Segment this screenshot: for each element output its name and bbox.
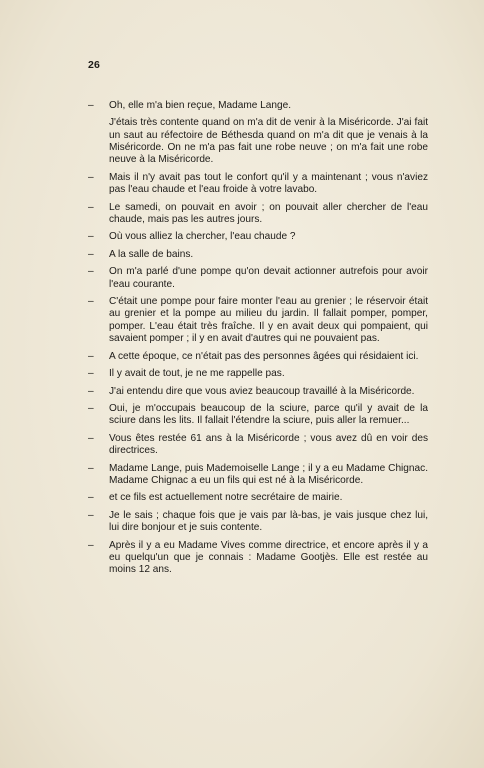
paragraph-text: et ce fils est actuellement notre secrétaire de mairie.	[109, 492, 343, 504]
dialogue-dash: –	[88, 201, 94, 213]
dialogue-paragraph	[88, 100, 428, 112]
paragraph-text: Je le sais ; chaque fois que je vais par là-bas, je vais jusque chez lui, lui dire bonjour et je suis contente.	[109, 509, 428, 534]
dialogue-dash: –	[88, 462, 94, 474]
dialogue-dash: –	[88, 492, 94, 504]
dialogue-paragraph	[88, 249, 428, 261]
dialogue-dash: –	[88, 509, 94, 521]
dialogue-text	[88, 100, 428, 582]
paragraph-text: Oui, je m'occupais beaucoup de la sciure, parce qu'il y avait de la sciure dans les lits. Il fallait l'étendre la sciure, puis aller la remuer...	[109, 403, 428, 427]
paragraph-text: A cette époque, ce n'était pas des personnes âgées qui résidaient ici.	[109, 350, 419, 362]
dialogue-paragraph	[88, 117, 428, 166]
dialogue-paragraph	[88, 386, 428, 398]
dialogue-dash: –	[88, 231, 94, 243]
dialogue-dash: –	[88, 539, 94, 551]
dialogue-paragraph	[88, 296, 428, 345]
dialogue-paragraph	[88, 510, 428, 535]
dialogue-dash: –	[88, 248, 94, 260]
dialogue-paragraph	[88, 368, 428, 380]
dialogue-paragraph	[88, 433, 428, 458]
dialogue-dash: –	[88, 171, 94, 183]
dialogue-dash: –	[88, 266, 94, 278]
paragraph-text: Il y avait de tout, je ne me rappelle pas.	[109, 368, 285, 380]
dialogue-dash: –	[88, 403, 94, 414]
dialogue-dash: –	[88, 100, 94, 111]
paragraph-text: Mais il n'y avait pas tout le confort qu'il y a maintenant ; vous n'aviez pas l'eau chaude et l'eau froide à votre lavabo.	[109, 171, 428, 196]
dialogue-dash: –	[88, 368, 94, 380]
paragraph-text: Oh, elle m'a bien reçue, Madame Lange.	[109, 100, 292, 111]
dialogue-paragraph	[88, 403, 428, 428]
paragraph-text: J'étais très contente quand on m'a dit de venir à la Miséricorde. J'ai fait un saut au réfectoire de Béthesda quand on m'a dit que je venais à la Miséricorde. On ne m'a pas fait une robe neuve ; on m'a fait une robe neuve à la Miséricorde.	[109, 117, 428, 166]
dialogue-dash: –	[88, 432, 94, 444]
paragraph-text: On m'a parlé d'une pompe qu'on devait actionner autrefois pour avoir l'eau courante.	[109, 266, 428, 290]
dialogue-paragraph	[88, 351, 428, 363]
dialogue-paragraph	[88, 463, 428, 488]
dialogue-paragraph	[88, 266, 428, 291]
paragraph-text: Où vous alliez la chercher, l'eau chaude ?	[109, 231, 296, 243]
paragraph-text: Vous êtes restée 61 ans à la Miséricorde ; vous avez dû en voir des directrices.	[109, 432, 428, 457]
page-number: 26	[88, 59, 101, 71]
dialogue-dash: –	[88, 385, 94, 397]
dialogue-paragraph	[88, 540, 428, 577]
dialogue-paragraph	[88, 202, 428, 227]
paragraph-text: Après il y a eu Madame Vives comme directrice, et encore après il y a eu quelqu'un que je connais : Madame Gootjès. Elle est restée au moins 12 ans.	[109, 539, 428, 576]
paragraph-text: J'ai entendu dire que vous aviez beaucoup travaillé à la Miséricorde.	[109, 385, 415, 397]
paragraph-text: C'était une pompe pour faire monter l'eau au grenier ; le réservoir était au grenier et la pompe au milieu du jardin. Il fallait pomper, pomper, pomper. L'eau était très fraîche. Il y en avait deux qui pompaient, qui savaient pomper ; il y en avait d'autres qui ne pouvaient pas.	[109, 296, 428, 345]
dialogue-paragraph	[88, 172, 428, 197]
paragraph-text: Madame Lange, puis Mademoiselle Lange ; il y a eu Madame Chignac. Madame Chignac a eu un fils qui est né à la Miséricorde.	[109, 462, 428, 486]
dialogue-paragraph	[88, 492, 428, 504]
dialogue-dash: –	[88, 350, 94, 362]
paragraph-text: Le samedi, on pouvait en avoir ; on pouvait aller chercher de l'eau chaude, mais pas les autres jours.	[109, 201, 428, 225]
dialogue-dash: –	[88, 296, 94, 308]
paragraph-text: A la salle de bains.	[109, 248, 194, 260]
dialogue-paragraph	[88, 231, 428, 243]
